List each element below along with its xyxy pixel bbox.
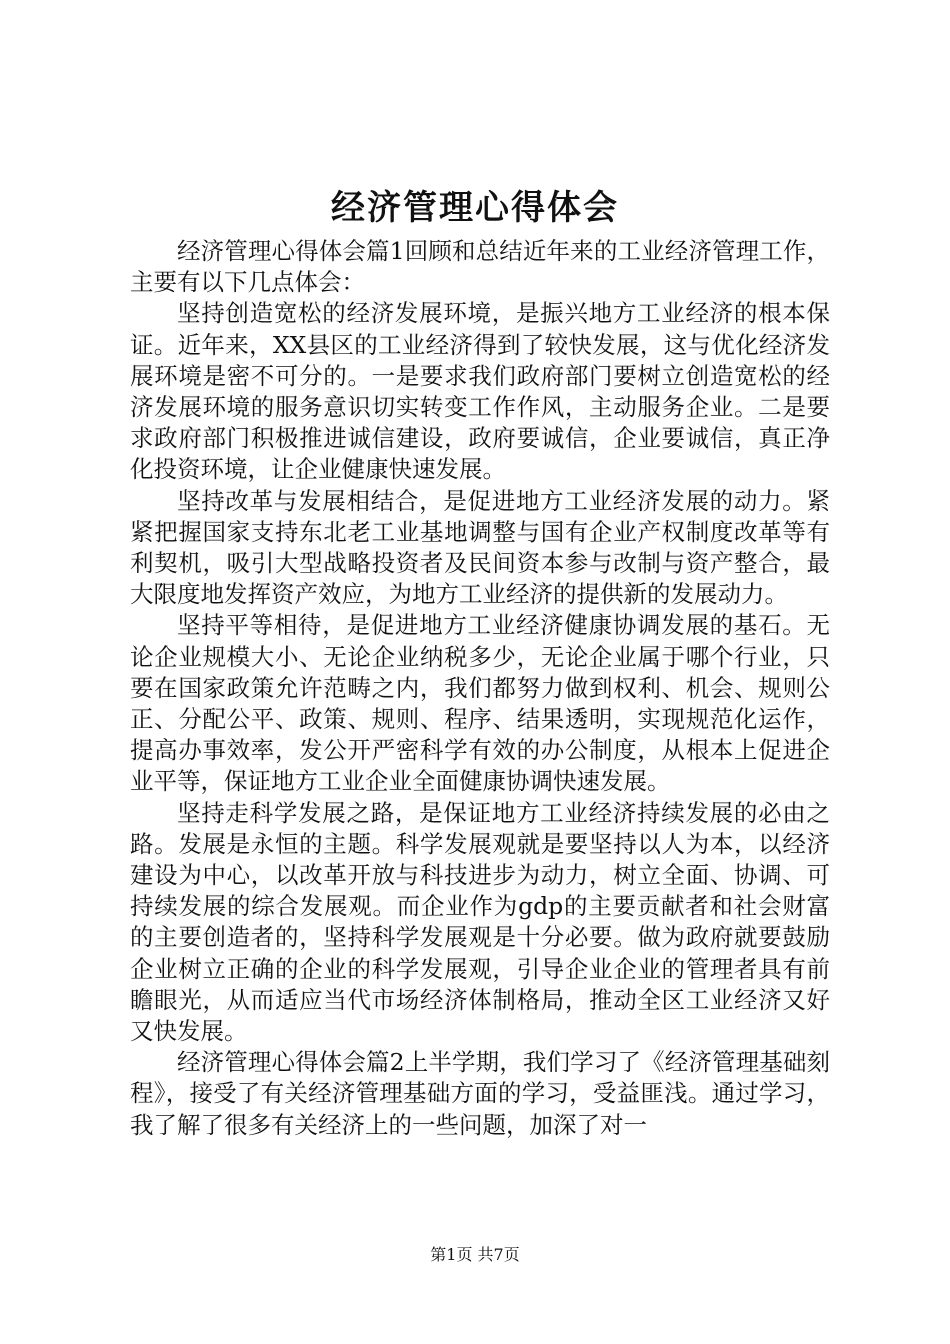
- paragraph: 坚持创造宽松的经济发展环境，是振兴地方工业经济的根本保证。近年来，XX县区的工业经济得到了较快发展，这与优化经济发展环境是密不可分的。一是要求我们政府部门要树立创造宽松的经济发展环境的服务意识切实转变工作作风，主动服务企业。二是要求政府部门积极推进诚信建设，政府要诚信，企业要诚信，真正净化投资环境，让企业健康快速发展。: [130, 299, 830, 484]
- page-number-footer: 第1页 共7页: [430, 1245, 520, 1264]
- document-body: [130, 236, 830, 1141]
- paragraph: 坚持平等相待，是促进地方工业经济健康协调发展的基石。无论企业规模大小、无论企业纳税多少，无论企业属于哪个行业，只要在国家政策允许范畴之内，我们都努力做到权利、机会、规则公正、分配公平、政策、规则、程序、结果透明，实现规范化运作，提高办事效率，发公开严密科学有效的办公制度，从根本上促进企业平等，保证地方工业企业全面健康协调快速发展。: [130, 611, 830, 796]
- paragraph: 经济管理心得体会篇2上半学期，我们学习了《经济管理基础刻程》，接受了有关经济管理基础方面的学习，受益匪浅。通过学习，我了解了很多有关经济上的一些问题，加深了对一: [130, 1048, 830, 1139]
- document-title: 经济管理心得体会: [331, 188, 619, 228]
- paragraph: 经济管理心得体会篇1回顾和总结近年来的工业经济管理工作，主要有以下几点体会：: [130, 237, 830, 297]
- paragraph: 坚持改革与发展相结合，是促进地方工业经济发展的动力。紧紧把握国家支持东北老工业基地调整与国有企业产权制度改革等有利契机，吸引大型战略投资者及民间资本参与改制与资产整合，最大限度地发挥资产效应，为地方工业经济的提供新的发展动力。: [130, 486, 830, 609]
- paragraph: 坚持走科学发展之路，是保证地方工业经济持续发展的必由之路。发展是永恒的主题。科学发展观就是要坚持以人为本，以经济建设为中心，以改革开放与科技进步为动力，树立全面、协调、可持续发展的综合发展观。而企业作为gdp的主要贡献者和社会财富的主要创造者的，坚持科学发展观是十分必要。做为政府就要鼓励企业树立正确的企业的科学发展观，引导企业企业的管理者具有前瞻眼光，从而适应当代市场经济体制格局，推动全区工业经济又好又快发展。: [130, 798, 830, 1046]
